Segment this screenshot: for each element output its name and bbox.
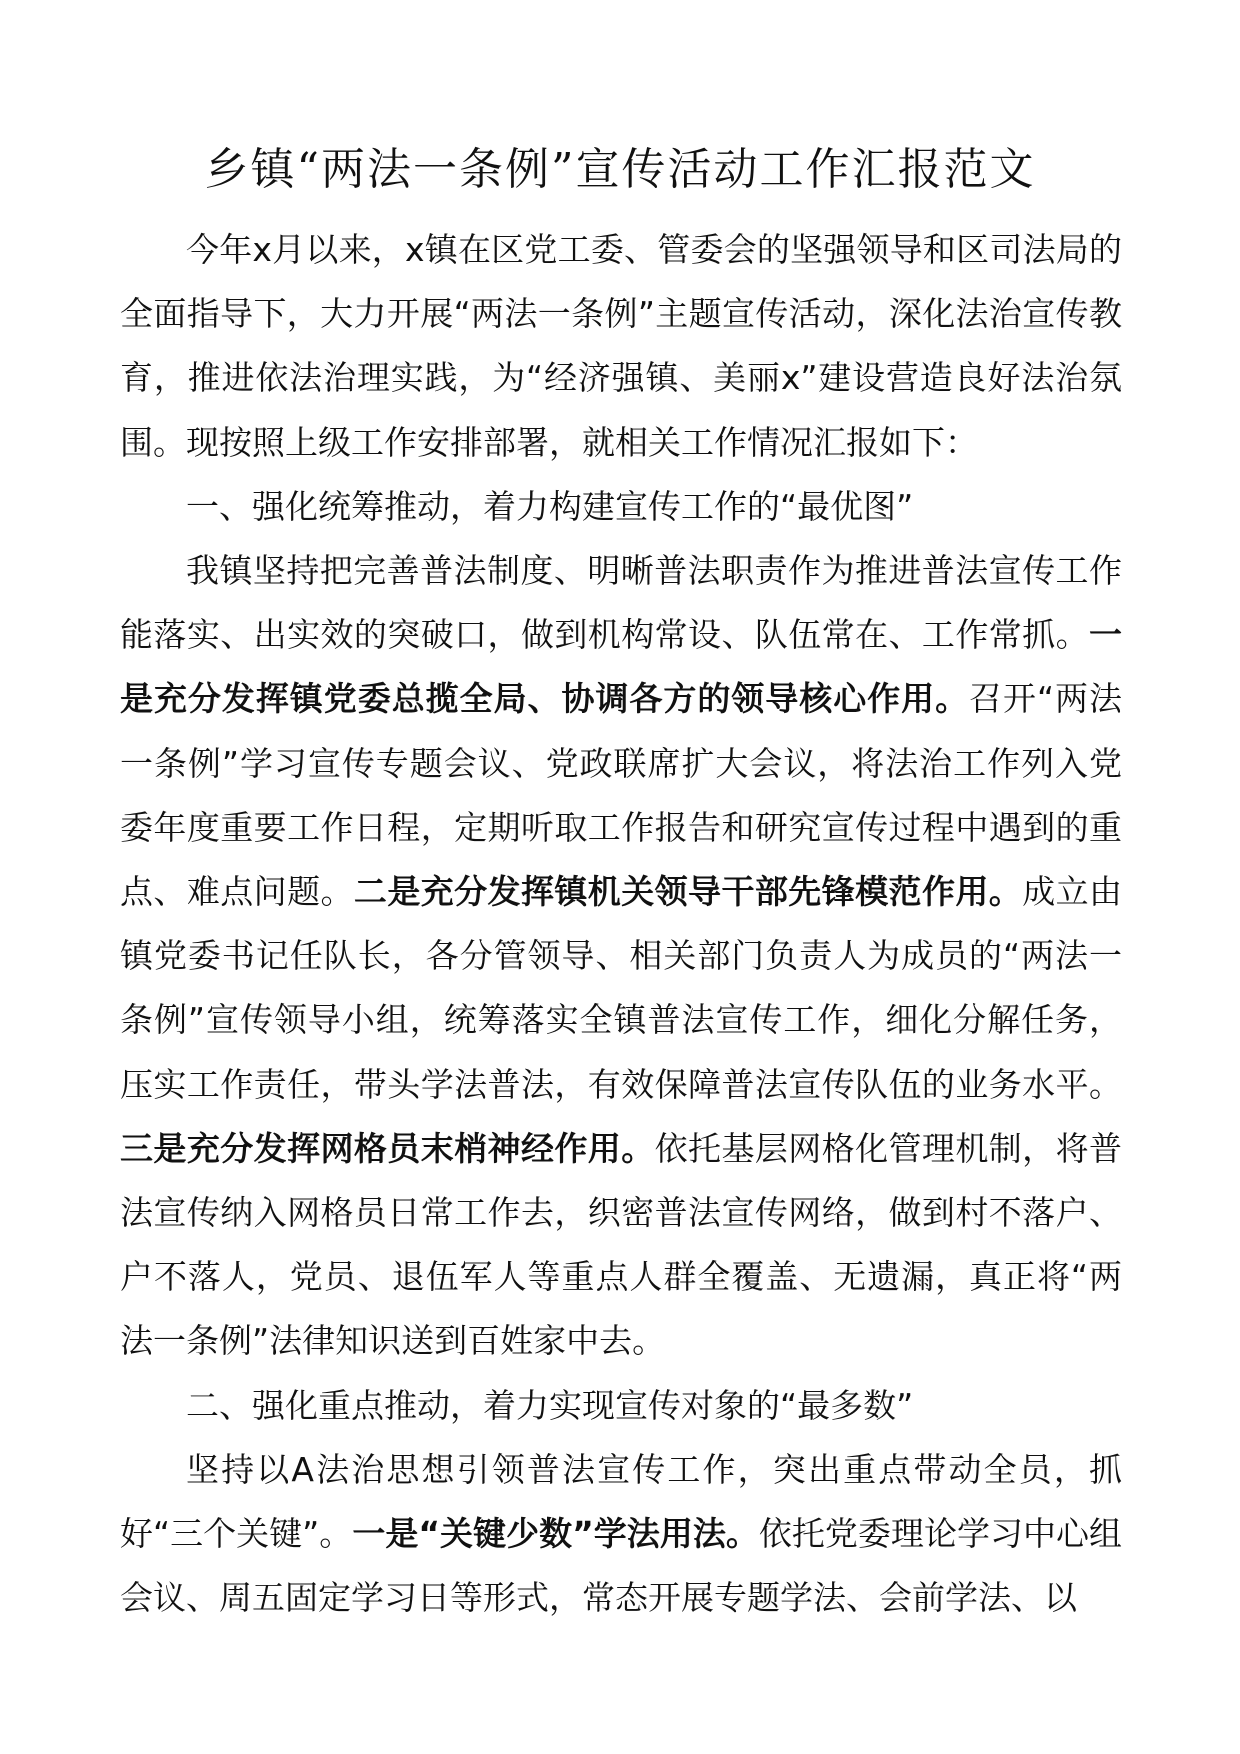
intro-paragraph: 今年x月以来，x镇在区党工委、管委会的坚强领导和区司法局的全面指导下，大力开展“两法一条例”主题宣传活动，深化法治宣传教育，推进依法治理实践，为“经济强镇、美丽x”建设营造良好法治氛围。现按照上级工作安排部署，就相关工作情况汇报如下： [120,230,1122,462]
section-1-point-1-lead: 一是充分发挥镇党委总揽全局、协调各方的领导核心作用。 [120,615,1122,719]
section-1-point-1-text: 召开“两法一条例”学习宣传专题会议、党政联席扩大会议，将法治工作列入党委年度重要工作日程，定期听取工作报告和研究宣传过程中遇到的重点、难点问题。 [120,679,1122,912]
section-1-point-2-text: 成立由镇党委书记任队长，各分管领导、相关部门负责人为成员的“两法一条例”宣传领导小组，统筹落实全镇普法宣传工作，细化分解任务，压实工作责任，带头学法普法，有效保障普法宣传队伍的业务水平。 [120,872,1123,1104]
document-title: 乡镇“两法一条例”宣传活动工作汇报范文 [204,144,1036,195]
section-1-paragraph [120,539,1122,1374]
section-1-point-3-lead: 三是充分发挥网格员末梢神经作用。 [120,1128,655,1168]
section-1-heading: 一、强化统筹推动，着力构建宣传工作的“最优图” [186,486,914,526]
section-2-paragraph [120,1438,1122,1631]
section-2-intro-text: 坚持以A法治思想引领普法宣传工作，突出重点带动全员，抓好“三个关键”。 [120,1449,1122,1554]
document-body [120,218,1122,1630]
section-2-point-1-lead: 一是“关键少数”学法用法。 [352,1514,759,1554]
section-1-intro-text: 我镇坚持把完善普法制度、明晰普法职责作为推进普法宣传工作能落实、出实效的突破口，做到机构常设、队伍常在、工作常抓。 [120,551,1122,655]
section-2-point-1-text: 依托党委理论学习中心组会议、周五固定学习日等形式，常态开展专题学法、会前学法、以 [120,1514,1123,1618]
section-2-heading: 二、强化重点推动，着力实现宣传对象的“最多数” [186,1385,914,1425]
section-1-point-2-lead: 二是充分发挥镇机关领导干部先锋模范作用。 [353,872,1023,912]
section-1-point-3-text: 依托基层网格化管理机制，将普法宣传纳入网格员日常工作去，织密普法宣传网络，做到村不落户、户不落人，党员、退伍军人等重点人群全覆盖、无遗漏，真正将“两法一条例”法律知识送到百姓家中去。 [120,1128,1123,1361]
